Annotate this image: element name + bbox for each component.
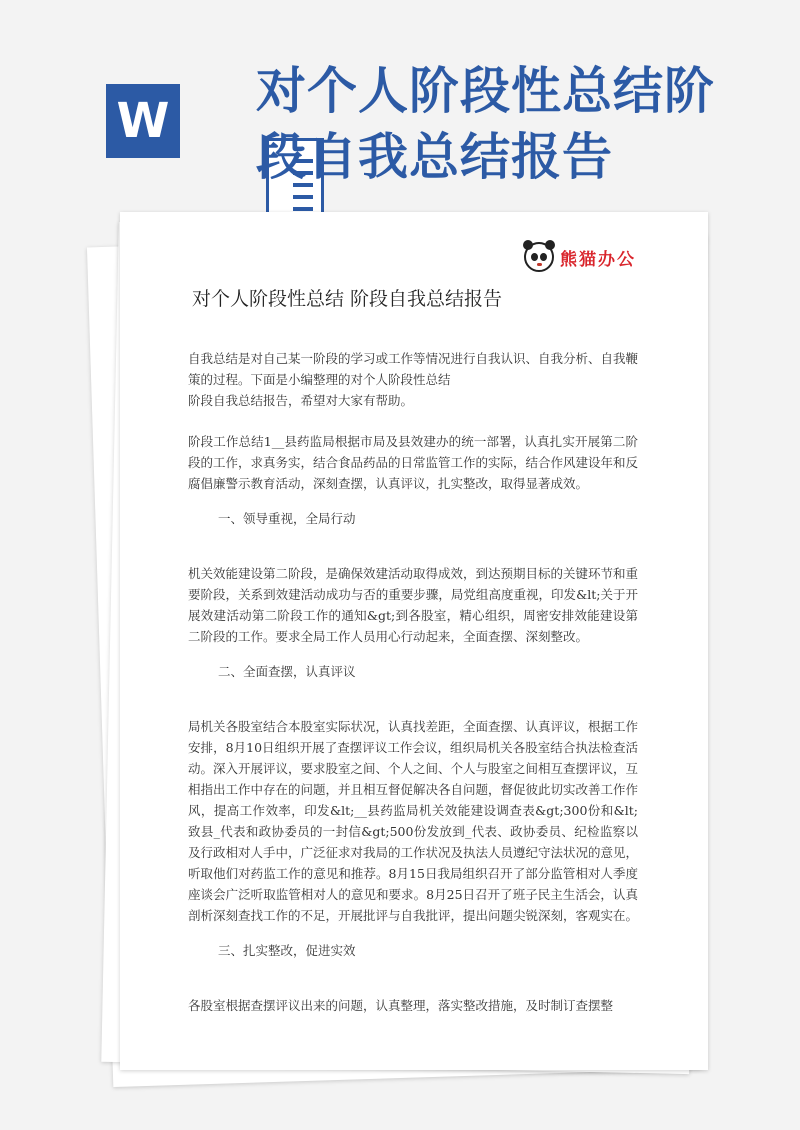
word-icon-letter: W [106,84,180,158]
panda-icon [524,242,554,272]
page-header [0,0,800,200]
section-heading-3: 三、扎实整改，促进实效 [218,943,356,958]
intro-paragraph-cont: 阶段自我总结报告，希望对大家有帮助。 [188,393,414,408]
intro-paragraph: 自我总结是对自己某一阶段的学习或工作等情况进行自我认识、自我分析、自我鞭策的过程。下面是小编整理的对个人阶段性总结 [188,351,639,387]
document-title: 对个人阶段性总结 阶段自我总结报告 [192,288,503,310]
brand-name: 熊猫办公 [560,249,636,270]
body-paragraph-2: 机关效能建设第二阶段，是确保效建活动取得成效，到达预期目标的关键环节和重要阶段，关系到效建活动成功与否的重要步骤，局党组高度重视，印发&lt;关于开展效建活动第二阶段工作的通知&gt;到各股室，精心组织，周密安排效能建设第二阶段的工作。要求全局工作人员用心行动起来，全面查摆、深刻整改。 [188,566,639,644]
section-heading-2: 二、全面查摆，认真评议 [218,664,356,679]
page-title: 对个人阶段性总结阶段自我总结报告 [256,62,715,186]
document-body [188,348,638,1016]
brand-logo [524,242,636,272]
document-page [120,212,708,1070]
section-heading-1: 一、领导重视，全局行动 [218,511,356,526]
body-paragraph-4: 各股室根据查摆评议出来的问题，认真整理，落实整改措施，及时制订查摆整 [188,998,614,1013]
body-paragraph-3: 局机关各股室结合本股室实际状况，认真找差距，全面查摆、认真评议，根据工作安排，8月10日组织开展了查摆评议工作会议，组织局机关各股室结合执法检查活动。深入开展评议，要求股室之间、个人之间、个人与股室之间相互查摆评议，互相指出工作中存在的问题，并且相互督促解决各自问题，督促彼此切实改善工作作风，提高工作效率，印发&lt;__县药监局机关效能建设调查表&gt;300份和&lt;致县_代表和政协委员的一封信&gt;500份发放到_代表、政协委员、纪检监察以及行政相对人手中，广泛征求对我局的工作状况及执法人员遵纪守法状况的意见，听取他们对药监工作的意见和推荐。8月15日我局组织召开了部分监管相对人季度座谈会广泛听取监管相对人的意见和要求。8月25日召开了班子民主生活会，认真剖析深刻查找工作的不足，开展批评与自我批评，提出问题尖锐深刻，客观实在。 [188,719,639,923]
body-paragraph-1: 阶段工作总结1__县药监局根据市局及县效建办的统一部署，认真扎实开展第二阶段的工作，求真务实，结合食品药品的日常监管工作的实际，结合作风建设年和反腐倡廉警示教育活动，深刻查摆，认真评议，扎实整改，取得显著成效。 [188,434,639,491]
word-icon [106,66,226,176]
